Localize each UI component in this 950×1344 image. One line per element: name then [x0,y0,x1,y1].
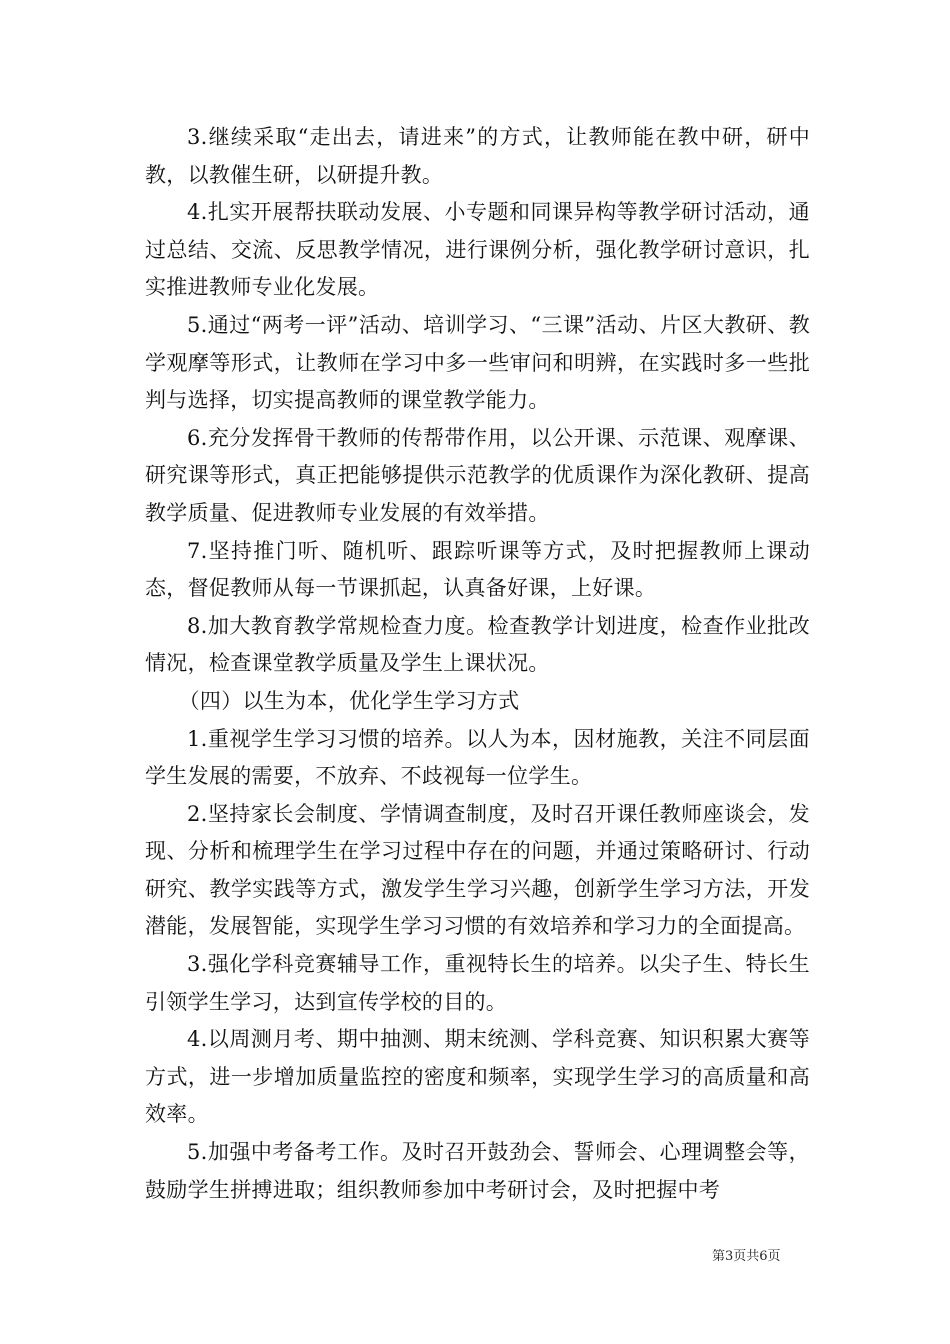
section-paragraph-2: 2.坚持家长会制度、学情调查制度，及时召开课任教师座谈会，发现、分析和梳理学生在学习过程中存在的问题，并通过策略研讨、行动研究、教学实践等方式，激发学生学习兴趣，创新学生学习方法，开发潜能，发展智能，实现学生学习习惯的有效培养和学习力的全面提高。 [145,801,810,939]
document-body [145,119,810,1209]
section-paragraph-1: 1.重视学生学习习惯的培养。以人为本，因材施教，关注不同层面学生发展的需要，不放弃、不歧视每一位学生。 [145,726,810,789]
section-heading: （四）以生为本，优化学生学习方式 [178,688,520,713]
paragraph-6: 6.充分发挥骨干教师的传帮带作用，以公开课、示范课、观摩课、研究课等形式，真正把能够提供示范教学的优质课作为深化教研、提高教学质量、促进教师专业发展的有效举措。 [145,425,810,525]
section-paragraph-5: 5.加强中考备考工作。及时召开鼓劲会、誓师会、心理调整会等，鼓励学生拼搏进取；组织教师参加中考研讨会，及时把握中考 [145,1140,810,1202]
section-paragraph-3: 3.强化学科竞赛辅导工作，重视特长生的培养。以尖子生、特长生引领学生学习，达到宣传学校的目的。 [145,952,810,1014]
paragraph-5: 5.通过“两考一评”活动、培训学习、“三课”活动、片区大教研、教学观摩等形式，让教师在学习中多一些审问和明辨，在实践时多一些批判与选择，切实提高教师的课堂教学能力。 [145,312,810,413]
paragraph-3: 3.继续采取“走出去，请进来”的方式，让教师能在教中研，研中教，以教催生研，以研提升教。 [145,125,810,187]
paragraph-8: 8.加大教育教学常规检查力度。检查教学计划进度，检查作业批改情况，检查课堂教学质量及学生上课状况。 [145,613,810,676]
paragraph-4: 4.扎实开展帮扶联动发展、小专题和同课异构等教学研讨活动，通过总结、交流、反思教学情况，进行课例分析，强化教学研讨意识，扎实推进教师专业化发展。 [145,200,810,300]
section-paragraph-4: 4.以周测月考、期中抽测、期末统测、学科竞赛、知识积累大赛等方式，进一步增加质量监控的密度和频率，实现学生学习的高质量和高效率。 [145,1027,810,1127]
page-number-footer: 第3页共6页 [712,1249,781,1264]
paragraph-7: 7.坚持推门听、随机听、跟踪听课等方式，及时把握教师上课动态，督促教师从每一节课抓起，认真备好课，上好课。 [145,538,810,601]
